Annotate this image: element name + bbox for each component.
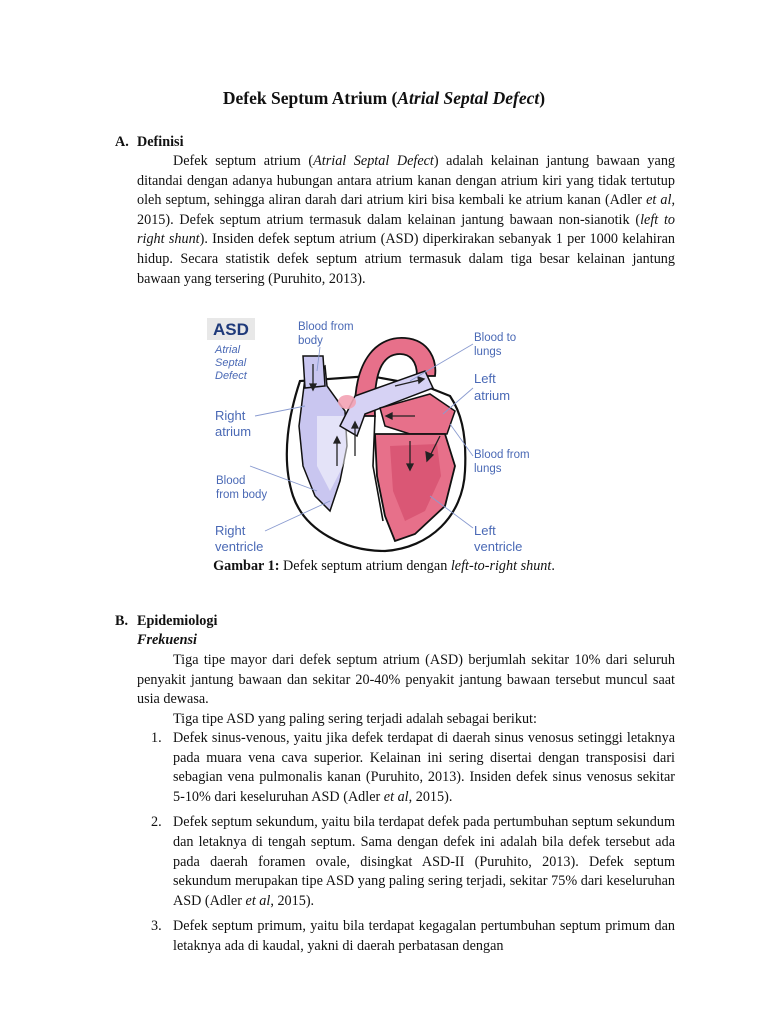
- vena-cava: [303, 356, 325, 388]
- document-title: Defek Septum Atrium (Atrial Septal Defect): [222, 88, 546, 108]
- title-italic: Atrial Septal Defect: [397, 88, 540, 108]
- label-blood-from-body-top: body: [298, 335, 323, 347]
- label-right-atrium: atrium: [215, 424, 252, 439]
- asd-badge-text: ASD: [213, 320, 249, 339]
- asd-subtitle-line: Defect: [215, 370, 247, 382]
- list-item: 1. Defek sinus-venous, yaitu jika defek terdapat di daerah sinus venosus setinggi letaknya pada muara vena cava superior. Kelainan ini sering disertai dengan transposisi dari sebagian vena pulmonalis kanan (Puruhito, 2013). Insiden defek sinus venosus sekitar 5-10% dari keseluruhan ASD (Adler et al, 2015).: [151, 730, 675, 805]
- epidemiology-paragraph: Tiga tipe mayor dari defek septum atrium (ASD) berjumlah sekitar 10% dari seluruh penyakit jantung bawaan dan sekitar 20-40% penyakit jantung bawaan tersebut muncul saat usia dewasa.: [137, 652, 675, 708]
- section-b-heading: B. Epidemiologi: [115, 613, 218, 629]
- label-right-ventricle: ventricle: [215, 539, 264, 554]
- figure-caption: Gambar 1: Defek septum atrium dengan left-to-right shunt.: [213, 558, 555, 574]
- asd-subtitle-line: Atrial: [215, 344, 241, 356]
- label-blood-from-lungs: Blood from: [474, 449, 530, 461]
- section-a-heading: A. Definisi: [115, 134, 184, 150]
- heart-diagram-svg: [205, 316, 541, 556]
- label-blood-from-body-bottom: Blood: [216, 475, 246, 487]
- frekuensi-subheading: Frekuensi: [137, 632, 197, 648]
- definition-paragraph: Defek septum atrium (Atrial Septal Defect) adalah kelainan jantung bawaan yang ditandai dengan adanya hubungan antara atrium kanan dengan atrium kiri yang tidak tertutup oleh septum, sehingga aliran darah dari atrium kiri bisa kembali ke atrium kanan (Adler et al, 2015). Defek septum atrium termasuk dalam kelainan jantung bawaan non-sianotik (left to right shunt). Insiden defek septum atrium (ASD) diperkirakan sebanyak 1 per 1000 kelahiran hidup. Secara statistik defek septum atrium termasuk dalam tiga besar kelainan jantung bawaan yang tersering (Puruhito, 2013).: [137, 153, 676, 287]
- list-item: 3. Defek septum primum, yaitu bila terdapat kegagalan pertumbuhan septum primum dan letaknya ada di kaudal, yakni di daerah perbatasan dengan: [151, 918, 675, 954]
- asd-subtitle-line: Septal: [215, 357, 247, 369]
- label-left-atrium: atrium: [474, 388, 511, 403]
- label-left-ventricle: ventricle: [474, 539, 523, 554]
- asd-heart-diagram: [205, 316, 541, 556]
- label-blood-to-lungs: Blood to: [474, 332, 517, 344]
- label-blood-from-body-top: Blood from: [298, 321, 354, 333]
- label-right-ventricle: Right: [215, 523, 246, 538]
- label-left-ventricle: Left: [474, 523, 496, 538]
- label-blood-to-lungs: lungs: [474, 346, 502, 358]
- types-intro-paragraph: Tiga tipe ASD yang paling sering terjadi adalah sebagai berikut:: [173, 711, 537, 727]
- label-right-atrium: Right: [215, 408, 246, 423]
- list-item: 2. Defek septum sekundum, yaitu bila terdapat defek pada pertumbuhan septum sekundum dan letaknya di tengah septum. Sama dengan defek ini adalah bila defek tersebut ada pada daerah foramen ovale, disingkat ASD-II (Puruhito, 2013). Defek septum sekundum merupakan tipe ASD yang paling sering terjadi, sekitar 75% dari keseluruhan ASD (Adler et al, 2015).: [151, 814, 675, 909]
- septal-defect-highlight: [338, 395, 356, 409]
- label-blood-from-lungs: lungs: [474, 463, 502, 475]
- label-blood-from-body-bottom: from body: [216, 489, 268, 501]
- label-left-atrium: Left: [474, 371, 496, 386]
- asd-types-list: [137, 729, 675, 963]
